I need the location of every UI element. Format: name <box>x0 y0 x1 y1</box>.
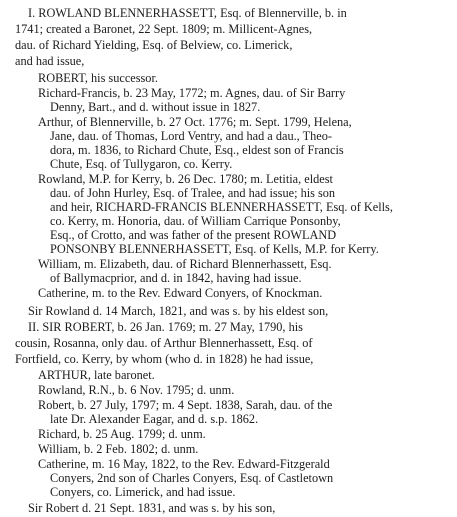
text-line: I. ROWLAND BLENNERHASSETT, Esq. of Blennerville, b. in <box>28 6 347 20</box>
text-line: II. SIR ROBERT, b. 26 Jan. 1769; m. 27 May, 1790, his <box>28 320 303 334</box>
text-line: Catherine, m. 16 May, 1822, to the Rev. Edward-Fitzgerald <box>38 457 330 471</box>
text-line: Conyers, co. Limerick, and had issue. <box>50 485 236 499</box>
text-line: Fortfield, co. Kerry, by whom (who d. in 1828) he had issue, <box>15 352 314 366</box>
text-line: Sir Robert d. 21 Sept. 1831, and was s. by his son, <box>28 501 276 515</box>
text-line: dora, m. 1836, to Richard Chute, Esq., eldest son of Francis <box>50 143 344 157</box>
text-line: Chute, Esq. of Tullygaron, co. Kerry. <box>50 157 233 171</box>
text-line: Arthur, of Blennerville, b. 27 Oct. 1776; m. Sept. 1799, Helena, <box>38 115 352 129</box>
text-line: Sir Rowland d. 14 March, 1821, and was s. by his eldest son, <box>28 304 329 318</box>
text-line: ARTHUR, late baronet. <box>38 368 155 382</box>
text-line: ROBERT, his successor. <box>38 71 158 85</box>
text-line: Esq., of Crotto, and was father of the present ROWLAND <box>50 228 337 242</box>
text-line: co. Kerry, m. Honoria, dau. of William Carrique Ponsonby, <box>50 214 341 228</box>
text-line: Robert, b. 27 July, 1797; m. 4 Sept. 1838, Sarah, dau. of the <box>38 398 333 412</box>
text-line: and heir, RICHARD-FRANCIS BLENNERHASSETT, Esq. of Kells, <box>50 200 393 214</box>
text-line: cousin, Rosanna, only dau. of Arthur Blennerhassett, Esq. of <box>15 336 313 350</box>
text-line: Rowland, M.P. for Kerry, b. 26 Dec. 1780; m. Letitia, eldest <box>38 172 333 186</box>
text-line: Denny, Bart., and d. without issue in 1827. <box>50 100 261 114</box>
text-line: of Ballymacprior, and d. in 1842, having had issue. <box>50 271 302 285</box>
text-line: William, b. 2 Feb. 1802; d. unm. <box>38 442 199 456</box>
text-line: PONSONBY BLENNERHASSETT, Esq. of Kells, M.P. for Kerry. <box>50 242 379 256</box>
text-line: late Dr. Alexander Eagar, and d. s.p. 1862. <box>50 412 259 426</box>
text-line: Conyers, 2nd son of Charles Conyers, Esq. of Castletown <box>50 471 334 485</box>
text-line: dau. of John Hurley, Esq. of Tralee, and had issue; his son <box>50 186 336 200</box>
text-line: 1741; created a Baronet, 22 Sept. 1809; m. Millicent-Agnes, <box>15 22 313 36</box>
text-line: Richard-Francis, b. 23 May, 1772; m. Agnes, dau. of Sir Barry <box>38 86 346 100</box>
text-line: and had issue, <box>15 54 85 68</box>
text-line: dau. of Richard Yielding, Esq. of Belview, co. Limerick, <box>15 38 293 52</box>
text-line: William, m. Elizabeth, dau. of Richard Blennerhassett, Esq. <box>38 257 332 271</box>
text-line: Rowland, R.N., b. 6 Nov. 1795; d. unm. <box>38 383 235 397</box>
text-line: Richard, b. 25 Aug. 1799; d. unm. <box>38 427 206 441</box>
text-line: Jane, dau. of Thomas, Lord Ventry, and had a dau., Theo- <box>50 129 332 143</box>
text-line: Catherine, m. to the Rev. Edward Conyers, of Knockman. <box>38 286 323 300</box>
